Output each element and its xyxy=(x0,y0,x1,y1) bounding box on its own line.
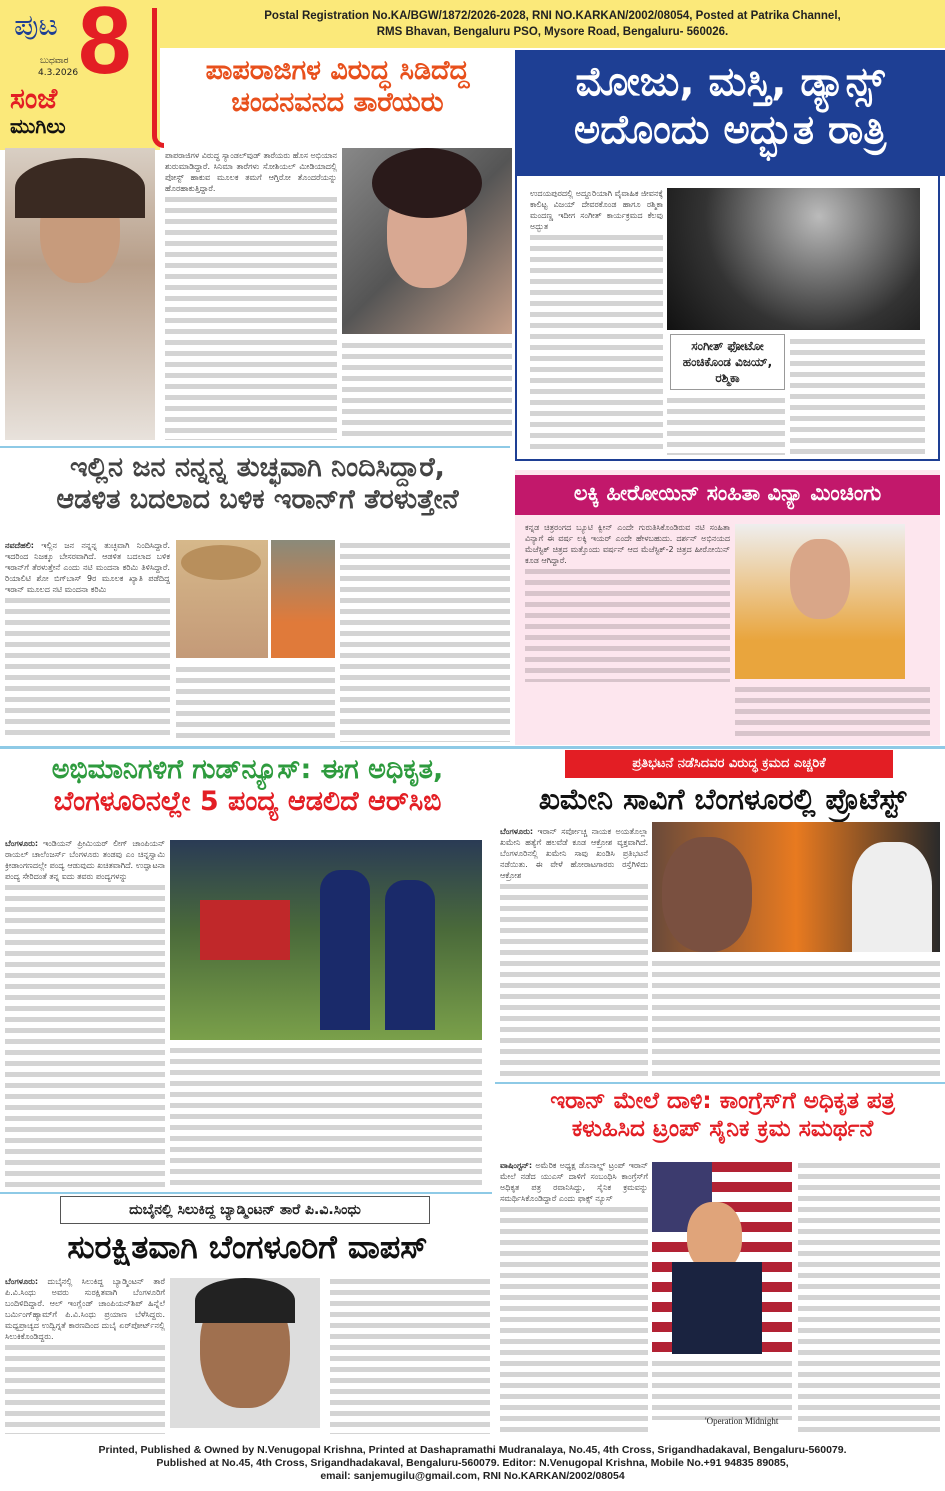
divider xyxy=(0,446,510,448)
footer-line-3: email: sanjemugilu@gmail.com, RNI No.KARKAN/2002/08054 xyxy=(320,1470,625,1482)
paper-name-line1: ಸಂಜೆ xyxy=(10,82,58,115)
sangeet-body-cont2 xyxy=(667,395,785,455)
postal-line-2: RMS Bhavan, Bengaluru PSO, Mysore Road, Bengaluru- 560026. xyxy=(376,26,729,38)
divider xyxy=(495,1082,945,1084)
article-text: ಇರಾನ್ ಸರ್ವೋಚ್ಚ ನಾಯಕ ಅಯತೊಲ್ಲಾ ಖಮೇನಿ ಹತ್ಯೆಗೆ ಹಲವೆಡೆ ಕೂಡ ಆಕ್ರೋಶ ವ್ಯಕ್ತವಾಗಿದೆ. ಬೆಂಗಳೂರಿನಲ್ಲಿ ಖಮೇನಿ ಸಾವು ಖಂಡಿಸಿ ಪ್ರತಿಭಟನೆ ನಡೆಯಿತು. ಈ ವೇಳೆ ಹೋರಾಟಗಾರರು ರಸ್ತೆಗಿಳಿದು ಆಕ್ರೋಶ xyxy=(500,827,648,880)
actress-selfie-photo xyxy=(342,148,512,334)
khamenei-body-cont xyxy=(652,958,940,1076)
dateline: ನವದೆಹಲಿ: xyxy=(5,541,34,550)
dateline: ಬೆಂಗಳೂರು: xyxy=(500,827,534,836)
trump-headline xyxy=(500,1088,945,1143)
heroine-headline: ಲಕ್ಕಿ ಹೀರೋಯಿನ್ ಸಂಹಿತಾ ವಿನ್ಯಾ ಮಿಂಚಿಂಗು xyxy=(515,475,940,515)
iran-actress-headline xyxy=(5,452,510,517)
sindhu-body-cont xyxy=(330,1276,490,1434)
headline-line: ಪಾಪರಾಜಿಗಳ ವಿರುದ್ಧ ಸಿಡಿದೆದ್ದ xyxy=(205,55,470,86)
khamenei-kicker: ಪ್ರತಿಭಟನೆ ನಡೆಸಿದವರ ವಿರುದ್ಧ ಕ್ರಮದ ಎಚ್ಚರಿಕೆ xyxy=(565,750,893,778)
paparazzi-body-cont xyxy=(342,340,512,440)
sindhu-kicker: ದುಬೈನಲ್ಲಿ ಸಿಲುಕಿದ್ದ ಬ್ಯಾಡ್ಮಿಂಟನ್ ತಾರೆ ಪಿ.ವಿ.ಸಿಂಧು xyxy=(60,1196,430,1224)
dateline: ವಾಷಿಂಗ್ಟನ್: xyxy=(500,1161,533,1170)
sangeet-body-cont xyxy=(790,336,925,454)
footer-line-1: Printed, Published & Owned by N.Venugopal Krishna, Printed at Dashapramathi Mudranalaya, No.45, 4th Cross, Srigandhadakaval, Bengaluru-560079. xyxy=(98,1444,847,1456)
paparazzi-headline xyxy=(165,55,510,120)
imprint-footer xyxy=(0,1444,945,1483)
khamenei-protest-photo xyxy=(652,822,940,952)
heroine-body xyxy=(525,522,730,682)
weekday: ಬುಧವಾರ xyxy=(40,56,69,66)
rcb-headline xyxy=(5,754,490,819)
headline-line: ಅದೊಂದು ಅದ್ಭುತ ರಾತ್ರಿ xyxy=(573,107,887,153)
article-text: ಕನ್ನಡ ಚಿತ್ರರಂಗದ ಬ್ಯೂಟಿ ಕ್ವೀನ್ ಎಂದೇ ಗುರುತಿಸಿಕೊಂಡಿರುವ ನಟಿ ಸಂಹಿತಾ ವಿನ್ಯಾಗೆ ಈ ವರ್ಷ ಲಕ್ಕಿ ಇಯರ್ ಎಂದೇ ಹೇಳಬಹುದು. ದರ್ಶನ್ ಅಭಿನಯದ ಮೆಜೆಸ್ಟಿಕ್ ಚಿತ್ರದ ಮತ್ತೊಂದು ವರ್ಷನ್ ಆದ ಮೆಜೆಸ್ಟಿಕ್-2 ಚಿತ್ರದ ಹೀರೋಯಿನ್ ಕೂಡ ಆಗಿದ್ದಾರೆ. xyxy=(525,523,730,565)
sangeet-body xyxy=(530,188,663,453)
iran-actress-body-cont2 xyxy=(340,540,510,742)
headline-line: ಕಳುಹಿಸಿದ ಟ್ರಂಪ್ ಸೈನಿಕ ಕ್ರಮ ಸಮರ್ಥನೆ xyxy=(571,1115,874,1142)
dateline: ಬೆಂಗಳೂರು: xyxy=(5,1277,39,1286)
iran-actress-body xyxy=(5,540,170,740)
paparazzi-body xyxy=(165,150,337,440)
date: 4.3.2026 xyxy=(38,68,79,78)
page-number: 8 xyxy=(78,0,132,94)
postal-line-1: Postal Registration No.KA/BGW/1872/2026-2028, RNI NO.KARKAN/2002/08054, Posted at Patrika Channel, xyxy=(264,10,841,22)
headline-line: ಚಂದನವನದ ತಾರೆಯರು xyxy=(231,87,444,119)
article-text: ಇಲ್ಲಿನ ಜನ ನನ್ನನ್ನ ತುಚ್ಛವಾಗಿ ನಿಂದಿಸಿದ್ದಾರೆ. ಇದರಿಂದ ನಿಜಕ್ಕೂ ಬೇಸರವಾಗಿದೆ. ಆಡಳಿತ ಬದಲಾದ ಬಳಿಕ ಇರಾನ್‌ಗೆ ತೆರಳುತ್ತೇನೆ ಎಂದು ನಟಿ ಮಂದನಾ ಕರಿಮಿ ತಿಳಿಸಿದ್ದಾರೆ. ರಿಯಾಲಿಟಿ ಶೋ ಬಿಗ್‌ಬಾಸ್ 9ರ ಮೂಲಕ ಖ್ಯಾತಿ ಪಡೆದಿದ್ದ ಇರಾನ್ ಮೂಲದ ನಟಿ ಮಂದನಾ ಕರಿಮಿ xyxy=(5,541,170,594)
khamenei-body xyxy=(500,826,648,1076)
divider xyxy=(0,1192,492,1194)
page-label: ಪುಟ xyxy=(14,8,59,43)
sangeet-headline xyxy=(515,50,945,176)
trump-body-cont xyxy=(652,1358,792,1420)
article-text: ಪಾಪರಾಜಿಗಳ ವಿರುದ್ಧ ಸ್ಯಾಂಡಲ್‌ವುಡ್ ತಾರೆಯರು ಹೊಸ ಅಭಿಯಾನ ಶುರುಮಾಡಿದ್ದಾರೆ. ಸಿನಿಮಾ ತಾರೆಗಳು ಸೋಶಿಯಲ್ ಮೀಡಿಯಾದಲ್ಲಿ ಪೋಸ್ಟ್ ಹಾಕುವ ಮೂಲಕ ತಮಗೆ ಆಗ್ತಿರೋ ತೊಂದರೆಯನ್ನು ಹೊರಹಾಕುತ್ತಿದ್ದಾರೆ. xyxy=(165,151,337,193)
heroine-body-cont xyxy=(735,684,930,739)
actress-photo xyxy=(5,148,155,440)
sangeet-photo xyxy=(667,188,920,330)
article-text: ಇಂಡಿಯನ್ ಪ್ರೀಮಿಯರ್ ಲೀಗ್ ಚಾಂಪಿಯನ್ ರಾಯಲ್ ಚಾಲೆಂಜರ್ಸ್ ಬೆಂಗಳೂರು ತಂಡವು ಎಂ ಚಿನ್ನಸ್ವಾಮಿ ಕ್ರೀಡಾಂಗಣದಲ್ಲೇ ಪಂದ್ಯ ಆಡುವುದು ಖಚಿತವಾಗಿದೆ. ಉದ್ಘಾಟನಾ ಪಂದ್ಯ ಸೇರಿದಂತೆ ತನ್ನ ಐದು ತವರು ಪಂದ್ಯಗಳನ್ನು xyxy=(5,839,165,881)
trump-body xyxy=(500,1160,648,1435)
article-text: ದುಬೈನಲ್ಲಿ ಸಿಲುಕಿದ್ದ ಬ್ಯಾಡ್ಮಿಂಟನ್ ತಾರೆ ಪಿ.ವಿ.ಸಿಂಧು ಅವರು ಸುರಕ್ಷಿತವಾಗಿ ಬೆಂಗಳೂರಿಗೆ ಬಂದಿಳಿದಿದ್ದಾರೆ. ಆಲ್ ಇಂಗ್ಲೆಂಡ್ ಚಾಂಪಿಯನ್‌ಶಿಪ್ ಹಿನ್ನೆಲೆ ಬರ್ಮಿಂಗ್‌ಹ್ಯಾಮ್‌ಗೆ ಪಿ.ವಿ.ಸಿಂಧು ಪ್ರಯಾಣ ಬೆಳೆಸಿದ್ದರು. ಮಧ್ಯಪ್ರಾಚ್ಯದ ಉದ್ವಿಗ್ನತೆ ಕಾರಣದಿಂದ ದುಬೈ ಏರ್‌ಪೋರ್ಟ್‌ನಲ್ಲಿ ಸಿಲುಕಿಕೊಂಡಿದ್ದರು. xyxy=(5,1277,165,1341)
dateline: ಬೆಂಗಳೂರು: xyxy=(5,839,39,848)
headline-line: ಇರಾನ್ ಮೇಲೆ ದಾಳಿ: ಕಾಂಗ್ರೆಸ್‌ಗೆ ಅಧಿಕೃತ ಪತ್ರ xyxy=(550,1088,895,1114)
masthead xyxy=(0,0,160,150)
trump-photo xyxy=(652,1162,792,1354)
article-text: ಅಮೆರಿಕ ಅಧ್ಯಕ್ಷ ಡೊನಾಲ್ಡ್ ಟ್ರಂಪ್ ಇರಾನ್ ಮೇಲೆ ನಡೆದ ಯುಎಸ್ ದಾಳಿಗೆ ಸಂಬಂಧಿಸಿ ಕಾಂಗ್ರೆಸ್‌ಗೆ ಅಧಿಕೃತ ಪತ್ರ ರವಾನಿಸಿದ್ದು, ಸೈನಿಕ ಕ್ರಮವನ್ನು ಸಮರ್ಥಿಸಿಕೊಂಡಿದ್ದಾರೆ ಎಂದು ಫಾಕ್ಸ್ ನ್ಯೂಸ್ xyxy=(500,1161,648,1203)
headline-line: ಅಭಿಮಾನಿಗಳಿಗೆ ಗುಡ್‌ನ್ಯೂಸ್: ಈಗ ಅಧಿಕೃತ, xyxy=(51,754,444,785)
sindhu-headline: ಸುರಕ್ಷಿತವಾಗಿ ಬೆಂಗಳೂರಿಗೆ ವಾಪಸ್ xyxy=(67,1228,428,1266)
actress-orange-photo xyxy=(271,540,335,658)
headline-line: ಆಡಳಿತ ಬದಲಾದ ಬಳಿಕ ಇರಾನ್‌ಗೆ ತೆರಳುತ್ತೇನೆ xyxy=(56,484,459,516)
article-text: ಉದಯಪುರದಲ್ಲಿ ಅದ್ದೂರಿಯಾಗಿ ವೈವಾಹಿಕ ಜೀವನಕ್ಕೆ ಕಾಲಿಟ್ಟ ವಿಜಯ್ ದೇವರಕೊಂಡ ಹಾಗೂ ರಶ್ಮಿಕಾ ಮಂದಣ್ಣ ಇದೀಗ ಸಂಗೀತ್ ಕಾರ್ಯಕ್ರಮದ ಕೆಲವು ಅದ್ಭುತ xyxy=(530,189,663,231)
sindhu-photo xyxy=(170,1278,320,1428)
actress-hat-photo xyxy=(176,540,268,658)
paper-name-line2: ಮುಗಿಲು xyxy=(10,114,66,138)
footer-line-2: Published at No.45, 4th Cross, Srigandhadakaval, Bengaluru-560079. Editor: N.Venugopal Krishna, Mobile No.+91 94835 89085, xyxy=(156,1457,789,1469)
trump-body-cont2 xyxy=(798,1160,940,1435)
iran-actress-body-cont xyxy=(176,664,335,742)
headline-line: ಬೆಂಗಳೂರಿನಲ್ಲೇ 5 ಪಂದ್ಯ ಆಡಲಿದೆ ಆರ್‌ಸಿಬಿ xyxy=(53,786,442,818)
postal-header xyxy=(160,0,945,48)
sindhu-body xyxy=(5,1276,165,1434)
rcb-body xyxy=(5,838,165,1188)
headline-line: ಮೋಜು, ಮಸ್ತಿ, ಡ್ಯಾನ್ಸ್ xyxy=(575,59,885,105)
khamenei-headline: ಖಮೇನಿ ಸಾವಿಗೆ ಬೆಂಗಳೂರಲ್ಲಿ ಪ್ರೊಟೆಸ್ಟ್ xyxy=(538,782,907,816)
headline-line: ಇಲ್ಲಿನ ಜನ ನನ್ನನ್ನ ತುಚ್ಛವಾಗಿ ನಿಂದಿಸಿದ್ದಾರೆ, xyxy=(70,452,445,483)
heroine-photo xyxy=(735,524,905,679)
rcb-body-cont xyxy=(170,1045,482,1185)
rcb-players-photo xyxy=(170,840,482,1040)
sangeet-caption: ಸಂಗೀತ್ ಫೋಟೋ ಹಂಚಿಕೊಂಡ ವಿಜಯ್, ರಶ್ಮಿಕಾ xyxy=(670,334,785,390)
divider xyxy=(0,746,945,749)
trump-body-english: 'Operation Midnight xyxy=(705,1416,779,1426)
